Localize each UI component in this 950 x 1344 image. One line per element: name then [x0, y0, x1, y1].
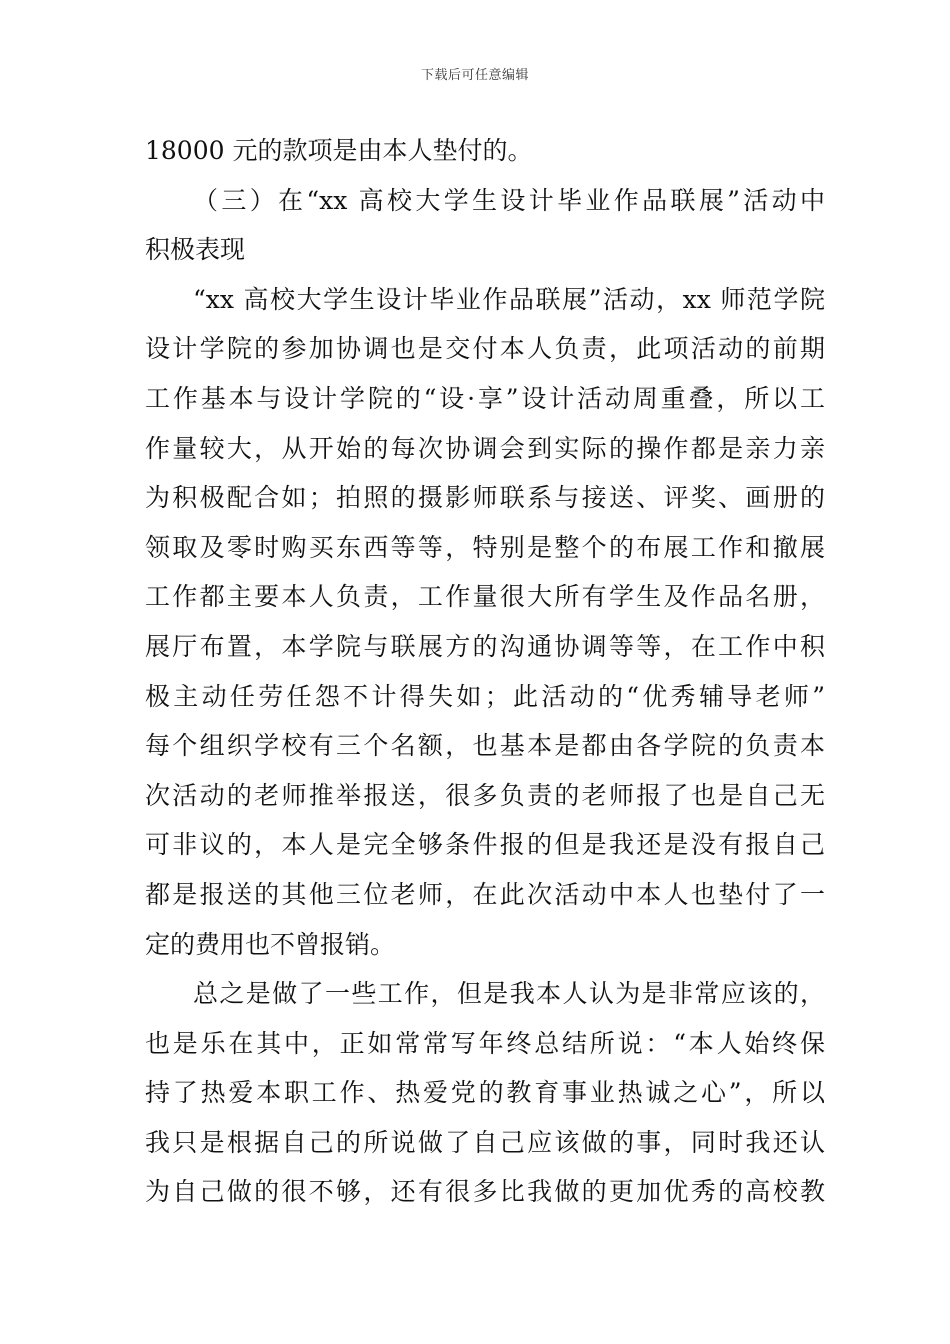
text-line: 总之是做了一些工作，但是我本人认为是非常应该的，: [193, 979, 825, 1009]
text-line: 工作都主要本人负责，工作量很大所有学生及作品名册，: [145, 582, 825, 612]
text-line: 工作基本与设计学院的“设·享”设计活动周重叠，所以工: [145, 383, 825, 413]
text-line: 定的费用也不曾报销。: [145, 929, 396, 959]
text-line: 我只是根据自己的所说做了自己应该做的事，同时我还认: [145, 1127, 825, 1157]
text-line: 积极表现: [145, 235, 246, 265]
text-line: 极主动任劳任怨不计得失如；此活动的“优秀辅导老师”: [145, 681, 825, 711]
text-line: 为自己做的很不够，还有很多比我做的更加优秀的高校教: [145, 1177, 825, 1207]
page-header: 下载后可任意编辑: [420, 68, 529, 83]
text-line: 都是报送的其他三位老师，在此次活动中本人也垫付了一: [145, 879, 825, 909]
text-line: 展厅布置，本学院与联展方的沟通协调等等，在工作中积: [145, 631, 825, 661]
document-body: [145, 126, 825, 1217]
text-line: 每个组织学校有三个名额，也基本是都由各学院的负责本: [145, 731, 825, 761]
text-line: 18000 元的款项是由本人垫付的。: [145, 136, 533, 165]
text-line: 领取及零时购买东西等等，特别是整个的布展工作和撤展: [145, 532, 825, 562]
text-line: 可非议的，本人是完全够条件报的但是我还是没有报自己: [145, 830, 825, 860]
text-line: “xx 高校大学生设计毕业作品联展”活动，xx 师范学院: [193, 284, 825, 314]
text-line: 次活动的老师推举报送，很多负责的老师报了也是自己无: [145, 780, 825, 810]
text-line: 为积极配合如；拍照的摄影师联系与接送、评奖、画册的: [145, 483, 825, 513]
text-line: （三）在“xx 高校大学生设计毕业作品联展”活动中: [193, 185, 825, 215]
text-line: 设计学院的参加协调也是交付本人负责，此项活动的前期: [145, 334, 825, 364]
text-line: 持了热爱本职工作、热爱党的教育事业热诚之心”，所以: [145, 1078, 825, 1108]
text-line: 也是乐在其中，正如常常写年终总结所说：“本人始终保: [145, 1028, 825, 1058]
text-line: 作量较大，从开始的每次协调会到实际的操作都是亲力亲: [145, 433, 825, 463]
